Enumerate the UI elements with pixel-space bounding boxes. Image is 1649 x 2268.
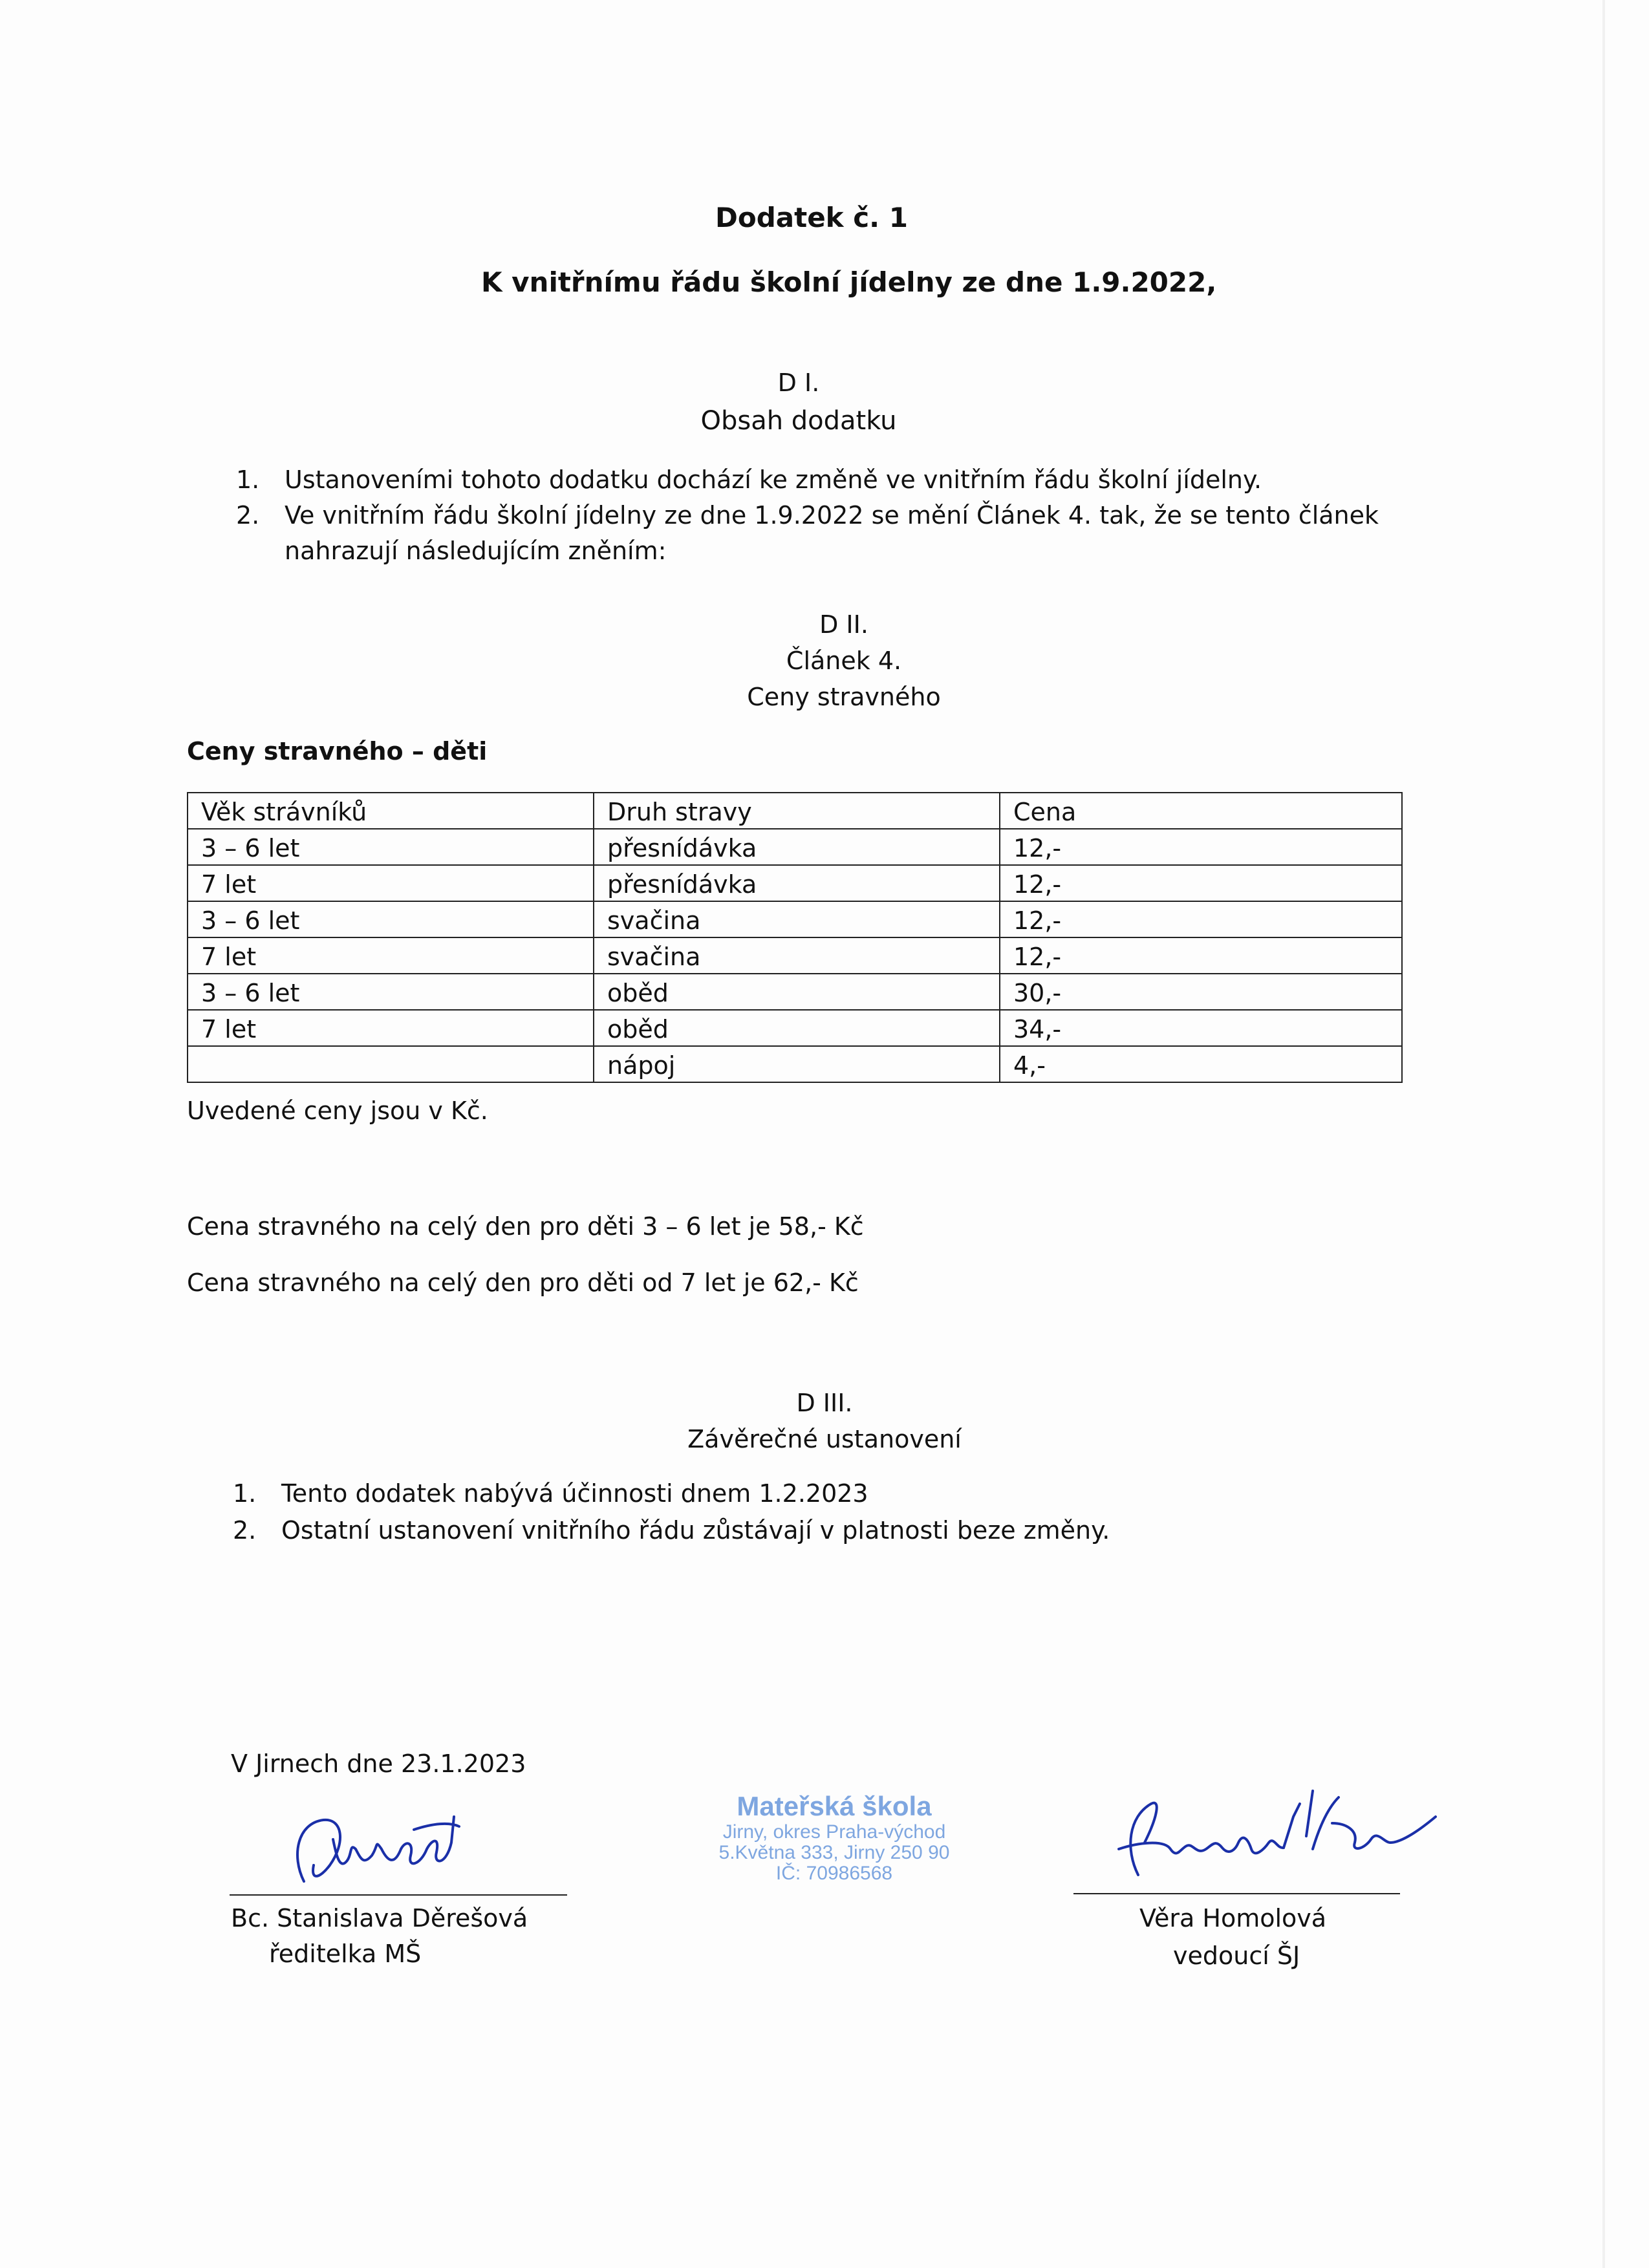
table-row bbox=[188, 829, 1402, 865]
currency-note: Uvedené ceny jsou v Kč. bbox=[187, 1097, 488, 1125]
table-cell: oběd bbox=[594, 974, 1000, 1010]
stamp-line: 5.Května 333, Jirny 250 90 bbox=[718, 1842, 950, 1863]
table-cell: 34,- bbox=[1000, 1010, 1402, 1046]
signature-line-left bbox=[230, 1894, 567, 1896]
list-number: 1. bbox=[233, 1479, 257, 1508]
table-row bbox=[188, 1010, 1402, 1046]
daily-price-7: Cena stravného na celý den pro děti od 7 let je 62,- Kč bbox=[187, 1268, 859, 1297]
table-cell bbox=[188, 1046, 594, 1082]
list-item-text: Ostatní ustanovení vnitřního řádu zůstávají v platnosti beze změny. bbox=[281, 1516, 1110, 1545]
table-header-cell: Věk strávníků bbox=[188, 793, 594, 829]
signatory-right-role: vedoucí ŠJ bbox=[1173, 1942, 1300, 1970]
list-number: 2. bbox=[236, 501, 260, 530]
table-row bbox=[188, 974, 1402, 1010]
signatory-left-role: ředitelka MŠ bbox=[269, 1940, 422, 1968]
table-header-row bbox=[188, 793, 1402, 829]
table-cell: přesnídávka bbox=[594, 865, 1000, 901]
table-cell: přesnídávka bbox=[594, 829, 1000, 865]
table-cell: svačina bbox=[594, 937, 1000, 974]
article-number: Článek 4. bbox=[786, 647, 902, 675]
stamp-line: IČ: 70986568 bbox=[775, 1863, 893, 1884]
signature-left bbox=[285, 1804, 466, 1894]
table-row bbox=[188, 937, 1402, 974]
table-row bbox=[188, 901, 1402, 937]
table-cell: 3 – 6 let bbox=[188, 901, 594, 937]
table-cell: nápoj bbox=[594, 1046, 1000, 1082]
daily-price-3-6: Cena stravného na celý den pro děti 3 – 6 let je 58,- Kč bbox=[187, 1212, 864, 1241]
document-title: Dodatek č. 1 bbox=[715, 202, 908, 233]
list-number: 1. bbox=[236, 465, 260, 494]
table-cell: 12,- bbox=[1000, 937, 1402, 974]
signature-right bbox=[1099, 1778, 1461, 1894]
table-header-cell: Druh stravy bbox=[594, 793, 1000, 829]
section-title-d2: Ceny stravného bbox=[747, 683, 941, 711]
table-cell: 3 – 6 let bbox=[188, 974, 594, 1010]
table-cell: 12,- bbox=[1000, 865, 1402, 901]
table-row bbox=[188, 865, 1402, 901]
section-number-d2: D II. bbox=[819, 610, 868, 639]
stamp-title: Mateřská škola bbox=[737, 1791, 932, 1821]
section-title-d3: Závěrečné ustanovení bbox=[687, 1425, 962, 1453]
table-cell: svačina bbox=[594, 901, 1000, 937]
table-cell: oběd bbox=[594, 1010, 1000, 1046]
list-item-text-continued: nahrazují následujícím zněním: bbox=[285, 537, 667, 565]
section-title-d1: Obsah dodatku bbox=[700, 406, 897, 436]
table-cell: 7 let bbox=[188, 865, 594, 901]
table-cell: 12,- bbox=[1000, 829, 1402, 865]
signature-line-right bbox=[1073, 1893, 1400, 1894]
table-row bbox=[188, 1046, 1402, 1082]
list-item-text: Ustanoveními tohoto dodatku dochází ke změně ve vnitřním řádu školní jídelny. bbox=[285, 465, 1262, 494]
place-date: V Jirnech dne 23.1.2023 bbox=[231, 1749, 526, 1778]
table-cell: 7 let bbox=[188, 1010, 594, 1046]
school-stamp bbox=[705, 1791, 964, 1884]
table-cell: 3 – 6 let bbox=[188, 829, 594, 865]
price-table bbox=[187, 792, 1403, 1083]
section-number-d3: D III. bbox=[796, 1389, 853, 1417]
table-cell: 30,- bbox=[1000, 974, 1402, 1010]
stamp-line: Jirny, okres Praha-východ bbox=[722, 1821, 946, 1843]
list-item-text: Ve vnitřním řádu školní jídelny ze dne 1.9.2022 se mění Článek 4. tak, že se tento článek bbox=[285, 501, 1379, 530]
signatory-right-name: Věra Homolová bbox=[1139, 1904, 1327, 1932]
scan-edge-shadow bbox=[1602, 0, 1605, 2268]
section-number-d1: D I. bbox=[777, 369, 820, 397]
table-cell: 7 let bbox=[188, 937, 594, 974]
table-cell: 12,- bbox=[1000, 901, 1402, 937]
list-item-text: Tento dodatek nabývá účinnosti dnem 1.2.2023 bbox=[281, 1479, 868, 1508]
table-cell: 4,- bbox=[1000, 1046, 1402, 1082]
signatory-left-name: Bc. Stanislava Děrešová bbox=[231, 1904, 528, 1932]
list-number: 2. bbox=[233, 1516, 257, 1545]
table-title: Ceny stravného – děti bbox=[187, 737, 488, 765]
table-header-cell: Cena bbox=[1000, 793, 1402, 829]
document-subtitle: K vnitřnímu řádu školní jídelny ze dne 1.9.2022, bbox=[481, 266, 1217, 298]
